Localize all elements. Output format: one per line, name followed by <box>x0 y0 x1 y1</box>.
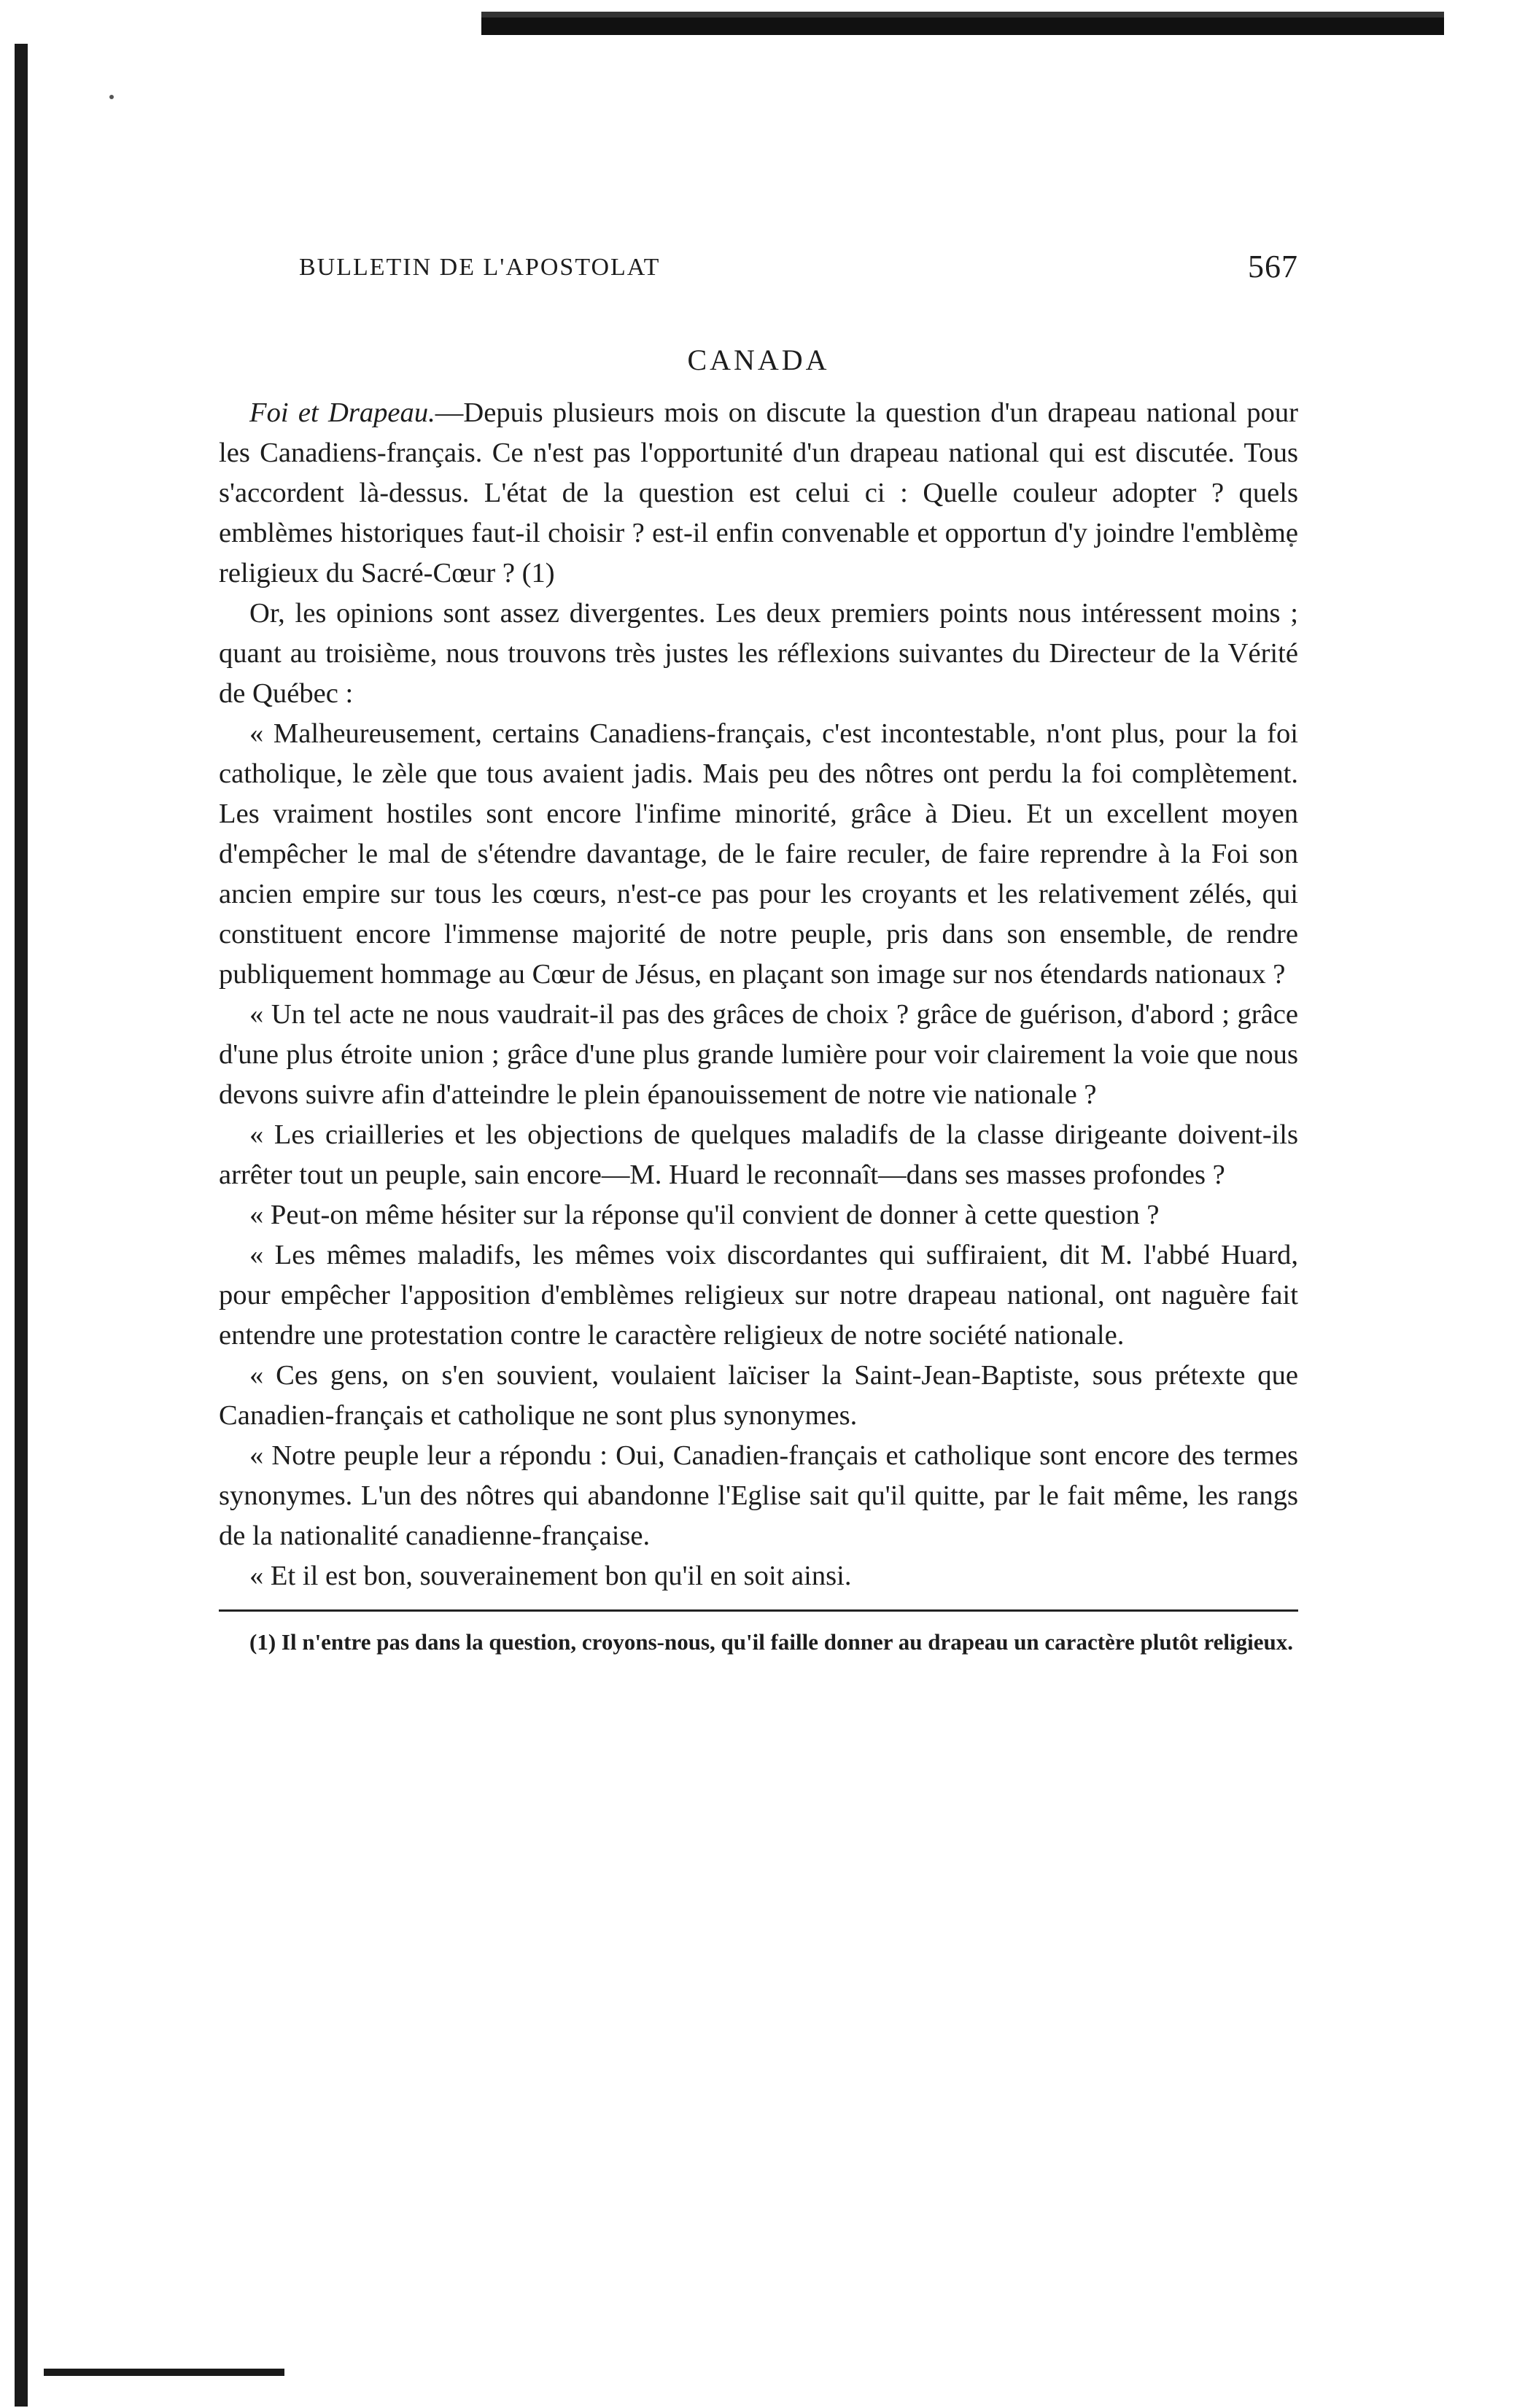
paragraph-lead: Foi et Drapeau. <box>249 397 435 428</box>
paragraph: « Malheureusement, certains Canadiens-français, c'est incontestable, n'ont plus, pour la foi catholique, le zèle que tous avaient jadis. Mais peu des nôtres ont perdu la foi complètement. Les vraiment hostiles sont encore l'infime minorité, grâce à Dieu. Et un excellent moyen d'empêcher le mal de s'étendre davantage, de le faire reculer, de faire reprendre à la Foi son ancien empire sur tous les cœurs, n'est-ce pas pour les croyants et les relativement zélés, qui constituent encore l'immense majorité de notre peuple, pris dans son ensemble, de rendre publiquement hommage au Cœur de Jésus, en plaçant son image sur nos étendards nationaux ? <box>219 718 1298 990</box>
paragraph: Or, les opinions sont assez divergentes. Les deux premiers points nous intéressent moins ; quant au troisième, nous trouvons très justes les réflexions suivantes du Directeur de la Vérité de Québec : <box>219 598 1298 709</box>
scan-speck <box>109 95 114 99</box>
document-page <box>219 248 1298 1658</box>
paragraph-text: —Depuis plusieurs mois on discute la question d'un drapeau national pour les Canadiens-français. Ce n'est pas l'opportunité d'un drapeau national qui est discutée. Tous s'accordent là-dessus. L'état de la question est celui ci : Quelle couleur adopter ? quels emblèmes historiques faut-il choisir ? est-il enfin convenable et opportun d'y joindre l'emblème religieux du Sacré-Cœur ? (1) <box>219 397 1299 589</box>
footnote: (1) Il n'entre pas dans la question, croyons-nous, qu'il faille donner au drapeau un caractère plutôt religieux. <box>249 1629 1294 1655</box>
paragraph: « Notre peuple leur a répondu : Oui, Canadien-français et catholique sont encore des termes synonymes. L'un des nôtres qui abandonne l'Eglise sait qu'il quitte, par le fait même, les rangs de la nationalité canadienne-française. <box>219 1440 1298 1551</box>
paragraph: « Peut-on même hésiter sur la réponse qu'il convient de donner à cette question ? <box>249 1200 1160 1230</box>
scan-edge-top <box>481 0 1444 35</box>
paragraph: « Ces gens, on s'en souvient, voulaient laïciser la Saint-Jean-Baptiste, sous prétexte que Canadien-français et catholique ne sont plus synonymes. <box>219 1360 1298 1431</box>
article-body <box>219 393 1298 1596</box>
paragraph: « Les criailleries et les objections de quelques maladifs de la classe dirigeante doivent-ils arrêter tout un peuple, sain encore—M. Huard le reconnaît—dans ses masses profondes ? <box>219 1119 1298 1190</box>
running-head <box>219 248 1298 292</box>
section-heading: CANADA <box>687 343 830 376</box>
paragraph: « Un tel acte ne nous vaudrait-il pas des grâces de choix ? grâce de guérison, d'abord ; grâce d'une plus étroite union ; grâce d'une plus grande lumière pour voir clairement la voie que nous devons suivre afin d'atteindre le plein épanouissement de notre vie nationale ? <box>219 999 1298 1110</box>
page-number: 567 <box>1248 249 1298 284</box>
paragraph: « Les mêmes maladifs, les mêmes voix discordantes qui suffiraient, dit M. l'abbé Huard, pour empêcher l'apposition d'emblèmes religieux sur notre drapeau national, ont naguère fait entendre une protestation contre le caractère religieux de notre société nationale. <box>219 1240 1298 1351</box>
footnote-divider <box>219 1609 1298 1612</box>
running-title: BULLETIN DE L'APOSTOLAT <box>299 254 661 281</box>
paragraph: « Et il est bon, souverainement bon qu'il en soit ainsi. <box>249 1561 852 1591</box>
scan-edge-left <box>15 44 28 2407</box>
paragraph <box>219 393 1298 594</box>
scan-edge-bottom <box>44 2369 284 2376</box>
